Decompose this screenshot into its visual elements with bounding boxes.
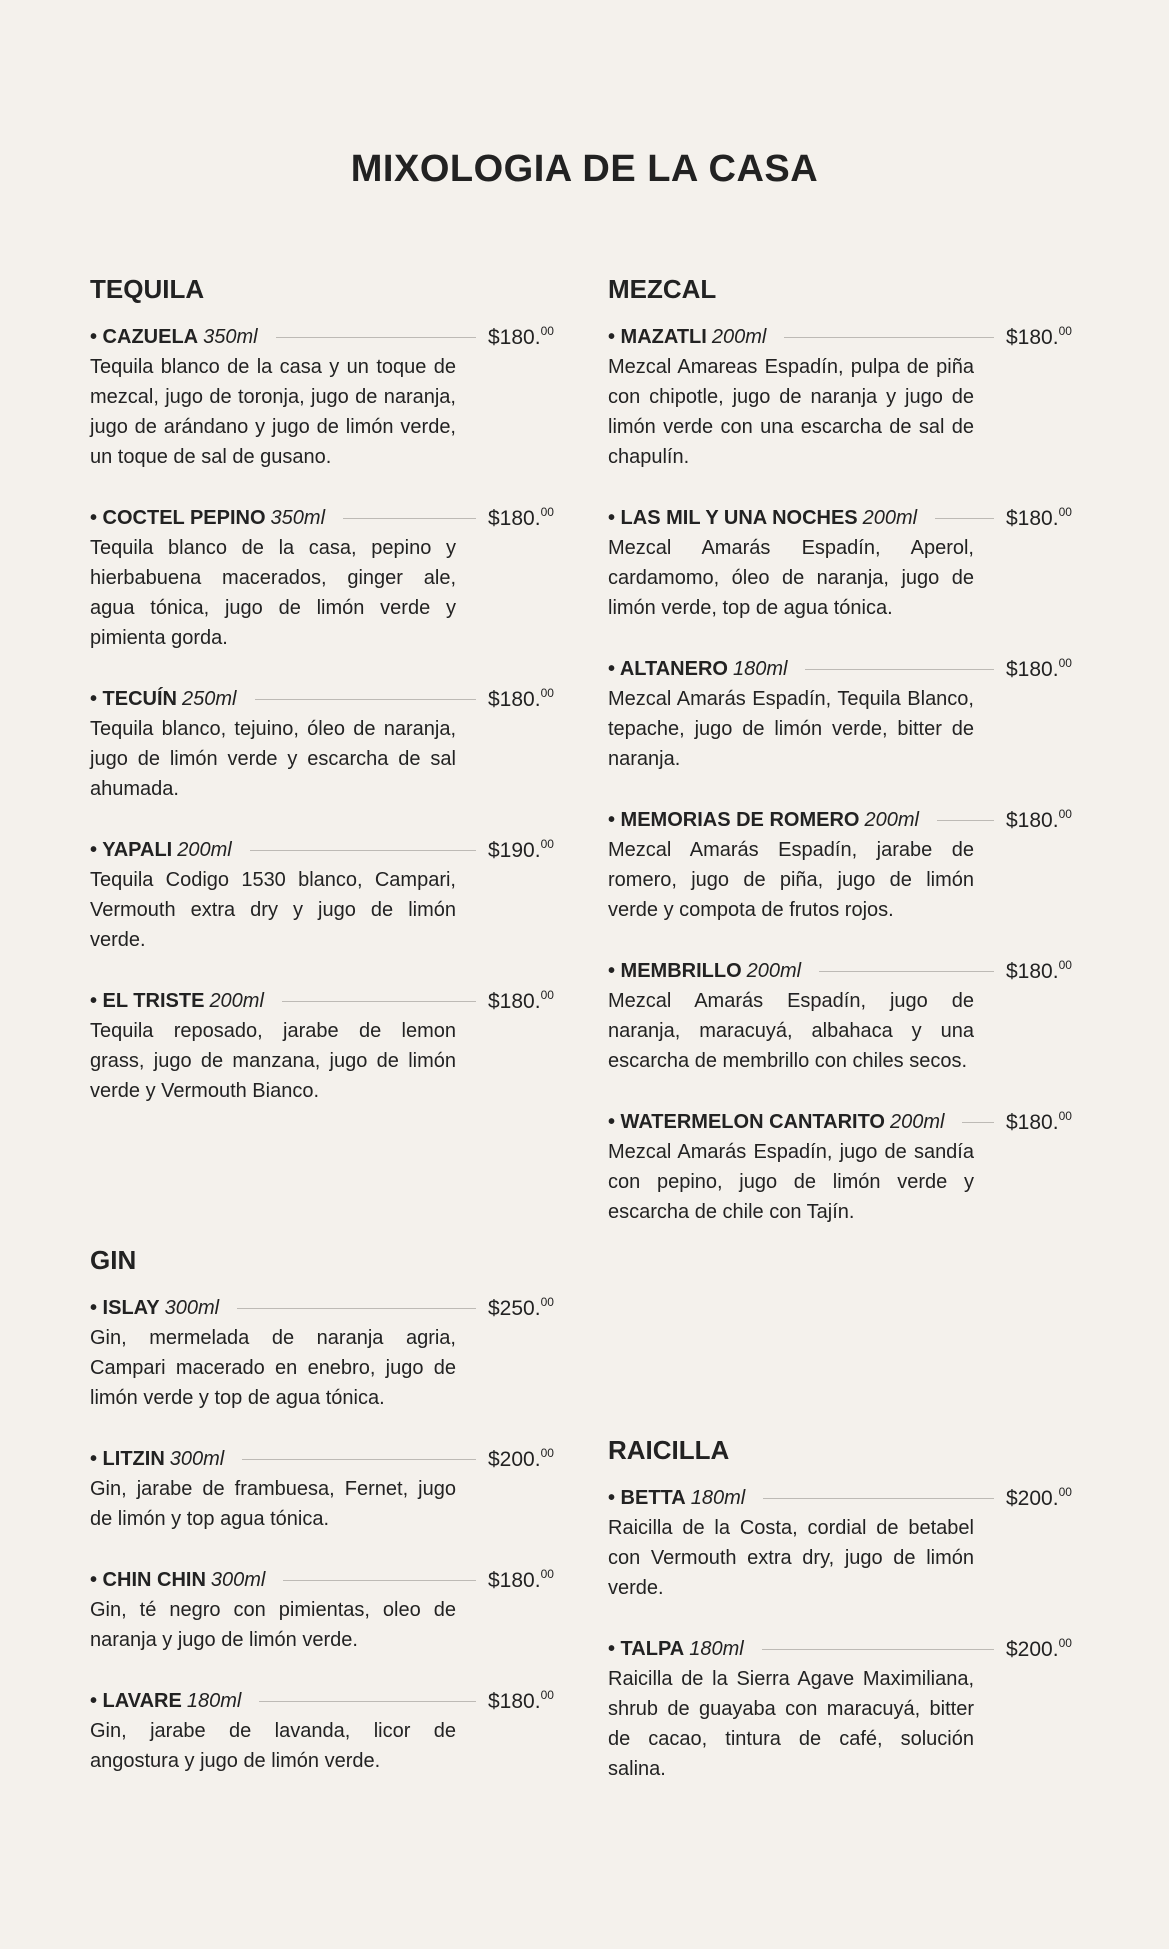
drink-description: Mezcal Amarás Espadín, jarabe de romero, jugo de piña, jugo de limón verde y compota de frutos rojos. — [608, 839, 974, 921]
price-amount: $180. — [1006, 326, 1059, 349]
drink-price — [488, 837, 560, 863]
drink-description: Mezcal Amarás Espadín, jugo de naranja, maracuyá, albahaca y una escarcha de membrillo con chiles secos. — [608, 990, 974, 1072]
drink-description: Mezcal Amarás Espadín, jugo de sandía con pepino, jugo de limón verde y escarcha de chile con Tajín. — [608, 1141, 974, 1223]
drink-price — [1006, 1109, 1078, 1135]
drink-price — [488, 1567, 560, 1593]
menu-item — [608, 503, 1078, 623]
price-amount: $180. — [488, 326, 541, 349]
drink-name: • LAVARE — [90, 1689, 182, 1712]
price-cents: 00 — [540, 837, 554, 851]
drink-name: • LITZIN — [90, 1447, 165, 1470]
drink-volume: 200ml — [889, 1110, 945, 1133]
menu-item-header — [608, 654, 1078, 684]
menu-item-header — [90, 503, 560, 533]
drink-name: • BETTA — [608, 1486, 686, 1509]
section-title: GIN — [90, 1245, 137, 1275]
leader-line — [250, 850, 476, 851]
leader-line — [763, 1498, 994, 1499]
drink-name: • EL TRISTE — [90, 989, 205, 1012]
drink-name: • TECUÍN — [90, 687, 178, 710]
menu-item-header — [90, 1686, 560, 1716]
section-raicilla — [608, 1435, 1078, 1815]
section-mezcal — [608, 274, 1078, 1258]
menu-item — [90, 322, 560, 472]
menu-item-header — [608, 1634, 1078, 1664]
price-cents: 00 — [540, 1567, 554, 1581]
menu-items — [608, 322, 1078, 1227]
price-amount: $200. — [1006, 1638, 1059, 1661]
price-amount: $180. — [488, 507, 541, 530]
drink-price — [1006, 505, 1078, 531]
drink-description: Raicilla de la Costa, cordial de betabel con Vermouth extra dry, jugo de limón verde. — [608, 1517, 974, 1599]
drink-volume: 200ml — [209, 989, 264, 1012]
drink-description: Gin, té negro con pimientas, oleo de naranja y jugo de limón verde. — [90, 1599, 456, 1651]
leader-line — [784, 337, 994, 338]
menu-item-header — [90, 1293, 560, 1323]
drink-name: • MAZATLI — [608, 325, 707, 348]
price-amount: $180. — [488, 990, 541, 1013]
menu-item-header — [90, 684, 560, 714]
menu-item — [608, 1634, 1078, 1784]
drink-name: • LAS MIL Y UNA NOCHES — [608, 506, 858, 529]
price-amount: $180. — [1006, 658, 1059, 681]
drink-volume: 300ml — [169, 1447, 225, 1470]
drink-name: • ISLAY — [90, 1296, 160, 1319]
price-cents: 00 — [540, 324, 554, 338]
price-amount: $200. — [488, 1448, 541, 1471]
menu-item-header — [608, 956, 1078, 986]
menu-item-header — [90, 1565, 560, 1595]
drink-volume: 200ml — [862, 506, 918, 529]
price-amount: $200. — [1006, 1487, 1059, 1510]
menu-item — [90, 1293, 560, 1413]
menu-item — [608, 805, 1078, 925]
drink-name: • COCTEL PEPINO — [90, 506, 266, 529]
drink-description: Gin, jarabe de lavanda, licor de angostura y jugo de limón verde. — [90, 1720, 456, 1772]
menu-item-header — [90, 835, 560, 865]
drink-description: Raicilla de la Sierra Agave Maximiliana, shrub de guayaba con maracuyá, bitter de cacao, tintura de café, solución salina. — [608, 1668, 974, 1780]
menu-item-header — [90, 986, 560, 1016]
drink-name: • CHIN CHIN — [90, 1568, 206, 1591]
drink-price — [1006, 958, 1078, 984]
leader-line — [762, 1649, 994, 1650]
price-amount: $180. — [1006, 507, 1059, 530]
leader-line — [255, 699, 477, 700]
section-tequila — [90, 274, 560, 1137]
drink-name: • MEMBRILLO — [608, 959, 742, 982]
drink-description: Tequila Codigo 1530 blanco, Campari, Vermouth extra dry y jugo de limón verde. — [90, 869, 456, 951]
menu-item-header — [608, 503, 1078, 533]
menu-item — [608, 322, 1078, 472]
drink-price — [488, 686, 560, 712]
drink-volume: 180ml — [732, 657, 788, 680]
drink-volume: 250ml — [182, 687, 237, 710]
drink-volume: 180ml — [690, 1486, 746, 1509]
price-amount: $180. — [1006, 1111, 1059, 1134]
menu-item — [608, 956, 1078, 1076]
price-amount: $180. — [1006, 809, 1059, 832]
price-cents: 00 — [540, 1295, 554, 1309]
drink-name: • TALPA — [608, 1637, 685, 1660]
section-title: RAICILLA — [608, 1435, 730, 1465]
price-amount: $180. — [488, 1569, 541, 1592]
price-amount: $180. — [1006, 960, 1059, 983]
drink-name: • ALTANERO — [608, 657, 728, 680]
drink-description: Tequila blanco, tejuino, óleo de naranja, jugo de limón verde y escarcha de sal ahumada. — [90, 718, 456, 800]
menu-item — [608, 1107, 1078, 1227]
menu-item-header — [90, 322, 560, 352]
menu-item-header — [90, 1444, 560, 1474]
drink-price — [1006, 1485, 1078, 1511]
drink-volume: 200ml — [864, 808, 919, 831]
menu-item — [608, 654, 1078, 774]
price-cents: 00 — [1058, 1109, 1072, 1123]
menu-item — [608, 1483, 1078, 1603]
drink-volume: 200ml — [177, 838, 232, 861]
price-cents: 00 — [1058, 505, 1072, 519]
price-amount: $190. — [488, 839, 541, 862]
drink-price — [488, 324, 560, 350]
leader-line — [343, 518, 476, 519]
menu-item-header — [608, 1483, 1078, 1513]
price-amount: $180. — [488, 1690, 541, 1713]
leader-line — [259, 1701, 476, 1702]
price-cents: 00 — [1058, 656, 1072, 670]
drink-volume: 350ml — [203, 325, 258, 348]
menu-item — [90, 986, 560, 1106]
leader-line — [819, 971, 994, 972]
leader-line — [242, 1459, 476, 1460]
price-cents: 00 — [540, 988, 554, 1002]
drink-price — [1006, 807, 1078, 833]
drink-description: Tequila reposado, jarabe de lemon grass, jugo de manzana, jugo de limón verde y Vermouth Bianco. — [90, 1020, 456, 1102]
menu-item — [90, 684, 560, 804]
price-cents: 00 — [540, 686, 554, 700]
price-cents: 00 — [1058, 1485, 1072, 1499]
price-cents: 00 — [1058, 1636, 1072, 1650]
menu-item-header — [608, 1107, 1078, 1137]
drink-volume: 300ml — [164, 1296, 220, 1319]
menu-items — [90, 1293, 560, 1776]
menu-item — [90, 1565, 560, 1655]
leader-line — [282, 1001, 476, 1002]
drink-price — [488, 1446, 560, 1472]
menu-item — [90, 1444, 560, 1534]
drink-description: Mezcal Amarás Espadín, Aperol, cardamomo, óleo de naranja, jugo de limón verde, top de agua tónica. — [608, 537, 974, 619]
drink-description: Tequila blanco de la casa, pepino y hierbabuena macerados, ginger ale, agua tónica, jugo de limón verde y pimienta gorda. — [90, 537, 456, 649]
drink-description: Mezcal Amarás Espadín, Tequila Blanco, tepache, jugo de limón verde, bitter de naranja. — [608, 688, 974, 770]
leader-line — [937, 820, 994, 821]
menu-item-header — [608, 322, 1078, 352]
leader-line — [237, 1308, 476, 1309]
menu-item — [90, 1686, 560, 1776]
drink-price — [1006, 324, 1078, 350]
drink-volume: 300ml — [210, 1568, 266, 1591]
section-title: MEZCAL — [608, 274, 717, 304]
drink-description: Gin, jarabe de frambuesa, Fernet, jugo de limón y top agua tónica. — [90, 1478, 456, 1530]
price-cents: 00 — [540, 1446, 554, 1460]
leader-line — [935, 518, 994, 519]
price-cents: 00 — [1058, 324, 1072, 338]
drink-name: • WATERMELON CANTARITO — [608, 1110, 885, 1133]
price-cents: 00 — [540, 1688, 554, 1702]
drink-description: Mezcal Amareas Espadín, pulpa de piña con chipotle, jugo de naranja y jugo de limón verde con una escarcha de sal de chapulín. — [608, 356, 974, 468]
page-title: MIXOLOGIA DE LA CASA — [350, 148, 819, 190]
drink-price — [488, 1688, 560, 1714]
drink-name: • CAZUELA — [90, 325, 199, 348]
drink-price — [488, 1295, 560, 1321]
drink-volume: 350ml — [270, 506, 326, 529]
menu-item — [90, 503, 560, 653]
drink-volume: 180ml — [689, 1637, 744, 1660]
price-amount: $180. — [488, 688, 541, 711]
drink-volume: 180ml — [186, 1689, 242, 1712]
menu-item — [90, 835, 560, 955]
section-title: TEQUILA — [90, 274, 205, 304]
drink-volume: 200ml — [746, 959, 802, 982]
leader-line — [283, 1580, 476, 1581]
price-cents: 00 — [1058, 807, 1072, 821]
menu-items — [90, 322, 560, 1106]
drink-price — [1006, 1636, 1078, 1662]
menu-item-header — [608, 805, 1078, 835]
drink-description: Tequila blanco de la casa y un toque de mezcal, jugo de toronja, jugo de naranja, jugo de arándano y jugo de limón verde, un toque de sal de gusano. — [90, 356, 456, 468]
leader-line — [805, 669, 994, 670]
drink-price — [1006, 656, 1078, 682]
menu-items — [608, 1483, 1078, 1784]
drink-volume: 200ml — [711, 325, 767, 348]
drink-price — [488, 988, 560, 1014]
drink-name: • YAPALI — [90, 838, 173, 861]
drink-name: • MEMORIAS DE ROMERO — [608, 808, 860, 831]
section-gin — [90, 1245, 560, 1807]
price-cents: 00 — [540, 505, 554, 519]
leader-line — [962, 1122, 994, 1123]
drink-price — [488, 505, 560, 531]
drink-description: Gin, mermelada de naranja agria, Campari macerado en enebro, jugo de limón verde y top de agua tónica. — [90, 1327, 456, 1409]
price-amount: $250. — [488, 1297, 541, 1320]
leader-line — [276, 337, 476, 338]
price-cents: 00 — [1058, 958, 1072, 972]
